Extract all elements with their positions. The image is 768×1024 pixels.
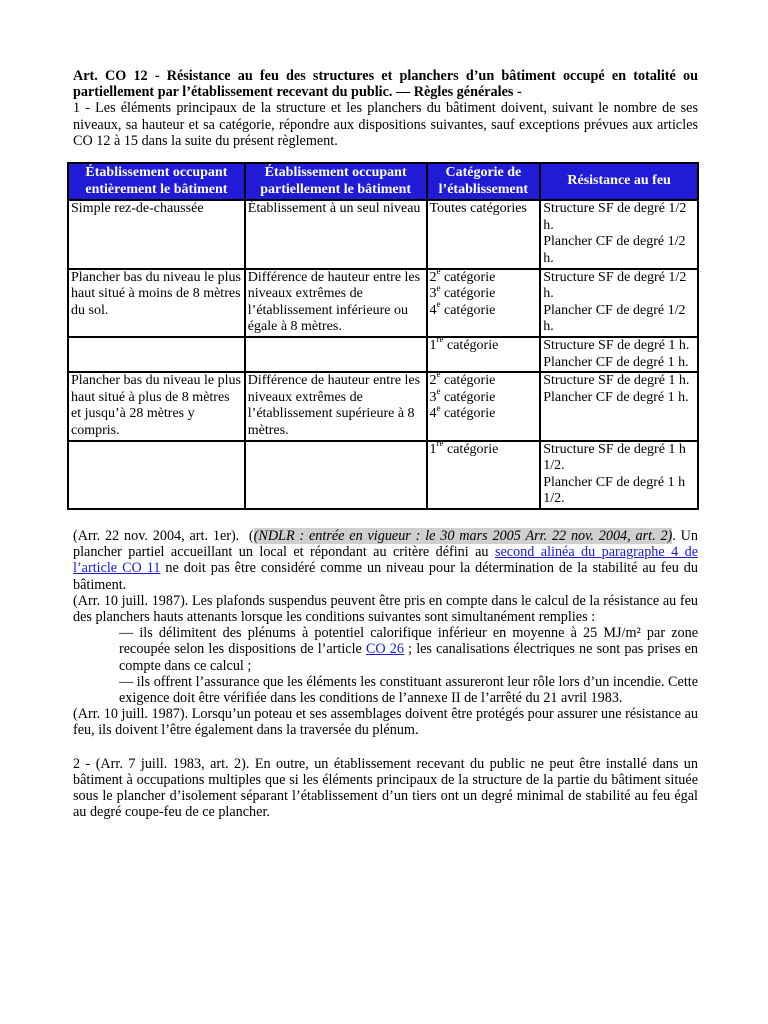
resistance-line: Structure SF de degré 1/2 h. [543, 201, 687, 233]
category-word: catégorie [440, 269, 496, 285]
category-suffix: re [436, 334, 444, 345]
cell-partial-occupancy [245, 337, 427, 372]
category-word: catégorie [443, 441, 499, 457]
link-co26[interactable]: CO 26 [365, 641, 404, 658]
resistance-line: Plancher CF de degré 1/2 h. [543, 302, 686, 335]
table-header-row [68, 163, 698, 200]
category-number: 3 [429, 286, 437, 302]
cell-full-occupancy [68, 337, 245, 372]
paragraph-partial-floor: (Arr. 22 nov. 2004, art. 1er). ((NDLR : entrée en vigueur : le 30 mars 2005 Arr. 22 nov. 2004, art. 2). Un plancher partiel accueillant un local et répondant au critère défini au second alinéa du paragraphe 4 de l’article CO 11 ne doit pas être considéré comme un niveau pour la détermination de la stabilité au feu du bâtiment. [73, 527, 698, 593]
cell-category [427, 265, 541, 337]
condition-text: ; les canalisations électriques ne sont pas prises en compte dans ce calcul ; [119, 641, 699, 674]
category-word: catégorie [440, 406, 496, 422]
category-line [430, 201, 538, 218]
header-partial-occupancy: Établissement occupant partiellement le bâtiment [245, 163, 427, 200]
condition-1 [73, 625, 698, 674]
table-body [68, 200, 698, 509]
category-line [429, 334, 538, 355]
category-line [429, 265, 538, 287]
resistance-line: Plancher CF de degré 1/2 h. [543, 234, 686, 266]
cell-category [427, 369, 541, 440]
intro-paragraph: 1 - Les éléments principaux de la structure et les planchers du bâtiment doivent, suivant le nombre de ses niveaux, sa hauteur et sa catégorie, répondre aux dispositions suivantes, sauf exceptions prévues aux articles CO 12 à 15 dans la suite du présent règlement. [73, 100, 698, 149]
cell-category [427, 334, 541, 372]
editor-note: (NDLR : entrée en vigueur : le 30 mars 2005 Arr. 22 nov. 2004, art. 2) [253, 527, 673, 544]
cell-full-occupancy: Simple rez-de-chaussée [68, 200, 245, 268]
cell-fire-resistance [540, 200, 698, 268]
table-row [68, 441, 698, 509]
cell-partial-occupancy [245, 441, 427, 509]
category-line [429, 369, 538, 390]
cell-partial-occupancy: Établissement à un seul niveau [245, 200, 427, 268]
cell-category [427, 200, 541, 268]
category-number: 4 [429, 406, 437, 422]
resistance-line: Plancher CF de degré 1 h. [543, 354, 689, 370]
table-row [68, 269, 698, 337]
category-suffix: e [436, 282, 441, 293]
category-number: 1 [429, 337, 437, 353]
category-number: 2 [429, 269, 437, 285]
cell-fire-resistance [540, 337, 698, 372]
cell-category [427, 437, 541, 509]
category-word: catégorie [443, 337, 499, 353]
category-line [429, 386, 538, 407]
category-word: catégorie [440, 286, 496, 302]
header-category: Catégorie de l’établissement [427, 163, 541, 200]
resistance-line: Structure SF de degré 1/2 h. [543, 269, 687, 302]
cell-fire-resistance [540, 441, 698, 509]
category-suffix: e [436, 402, 441, 413]
category-number: 4 [429, 302, 437, 318]
header-full-occupancy: Établissement occupant entièrement le bâtiment [68, 163, 245, 200]
document-page [73, 68, 698, 820]
link-co11[interactable]: second alinéa du paragraphe 4 de l’article CO 11 [73, 544, 698, 577]
category-word: catégorie [440, 389, 496, 405]
paragraph-posts: (Arr. 10 juill. 1987). Lorsqu’un poteau et ses assemblages doivent être protégés pour assurer une résistance au feu, ils doivent l’être également dans la traversée du plénum. [73, 706, 698, 739]
cell-fire-resistance [540, 372, 698, 440]
cell-partial-occupancy: Différence de hauteur entre les niveaux extrêmes de l’établissement inférieure ou égale à 8 mètres. [245, 269, 427, 337]
category-line [429, 282, 538, 303]
table-row [68, 372, 698, 440]
resistance-line: Structure SF de degré 1 h. [543, 337, 690, 353]
ref-arr-2004: (Arr. 22 nov. 2004, art. 1er). [73, 527, 240, 544]
resistance-line: Plancher CF de degré 1 h. [543, 389, 689, 405]
fire-resistance-table [67, 162, 699, 510]
cell-full-occupancy: Plancher bas du niveau le plus haut situé à plus de 8 mètres et jusqu’à 28 mètres y compris. [68, 372, 245, 440]
category-suffix: e [436, 299, 441, 310]
body-text [73, 528, 698, 820]
resistance-line: Plancher CF de degré 1 h 1/2. [543, 474, 686, 507]
category-suffix: re [436, 437, 444, 448]
table-row [68, 200, 698, 268]
paragraph-section-2: 2 - (Arr. 7 juill. 1983, art. 2). En outre, un établissement recevant du public ne peut être installé dans un bâtiment à occupations multiples que si les éléments principaux de la structure de la partie du bâtiment située sous le plancher d’isolement séparant l’établissement d’un tiers ont un degré minimal de stabilité au feu égal au degré coupe-feu de ce plancher. [73, 755, 698, 821]
category-line [429, 402, 538, 423]
category-number: 2 [429, 373, 437, 389]
cell-full-occupancy [68, 441, 245, 509]
resistance-line: Structure SF de degré 1 h. [543, 373, 690, 389]
cell-fire-resistance [540, 269, 698, 337]
table-row [68, 337, 698, 372]
category-suffix: e [436, 265, 441, 276]
category-line [429, 299, 538, 320]
header-fire-resistance: Résistance au feu [540, 163, 698, 200]
resistance-line: Structure SF de degré 1 h 1/2. [543, 441, 686, 474]
category-word: catégorie [440, 302, 496, 318]
condition-text: — ils délimitent des plénums à potentiel calorifique inférieur en moyenne à 25 MJ/m² par zone recoupée selon les dispositions de l’article [119, 625, 698, 658]
category-word: catégorie [440, 373, 496, 389]
paragraph-text: ne doit pas être considéré comme un niveau pour la détermination de la stabilité au feu du bâtiment. [73, 560, 698, 593]
cell-full-occupancy: Plancher bas du niveau le plus haut situé à moins de 8 mètres du sol. [68, 269, 245, 337]
paragraph-suspended-ceilings: (Arr. 10 juill. 1987). Les plafonds suspendus peuvent être pris en compte dans le calcul de la résistance au feu des planchers hauts attenants lorsque les conditions suivantes sont simultanément remplies : [73, 592, 698, 625]
category-number: 3 [429, 389, 437, 405]
condition-2: — ils offrent l’assurance que les éléments les constituant assureront leur rôle lors d’un incendie. Cette exigence doit être vérifiée dans les conditions de l’annexe II de l’arrêté du 21 avril 1983. [119, 673, 698, 706]
category-suffix: e [436, 386, 441, 397]
article-title: Art. CO 12 - Résistance au feu des structures et planchers d’un bâtiment occupé en totalité ou partiellement par l’établissement recevant du public. — Règles générales - [73, 68, 698, 101]
paragraph-text: . Un plancher partiel accueillant un local et répondant au critère défini au [73, 527, 698, 561]
cell-partial-occupancy: Différence de hauteur entre les niveaux extrêmes de l’établissement supérieure à 8 mètres. [245, 372, 427, 440]
category-number: 1 [429, 441, 437, 457]
category-number: Toutes catégories [429, 201, 527, 217]
category-line [429, 437, 538, 459]
category-suffix: e [436, 369, 441, 380]
